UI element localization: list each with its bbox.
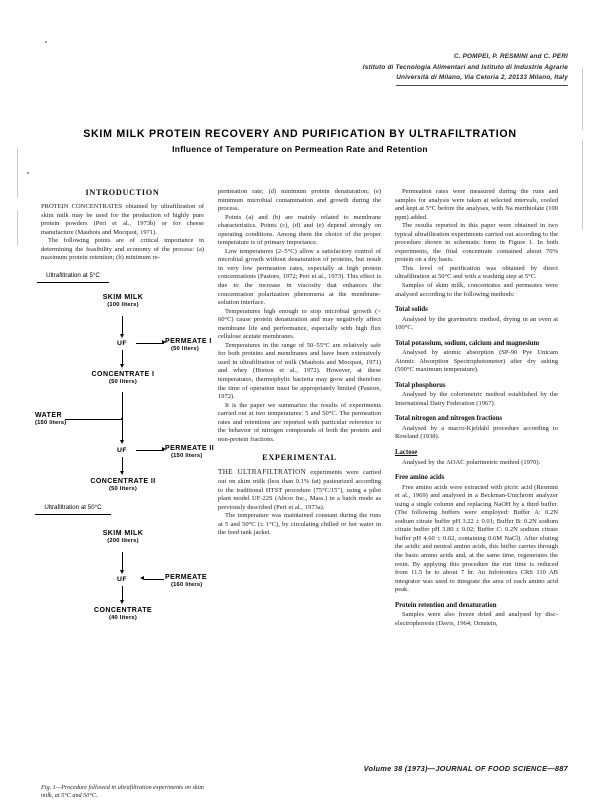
arrowhead-junction-uf2 [120,440,124,444]
col3-paragraph-1: Permeation rates were measured during the runs and samples for analysis were taken at selected intervals, cooled and kept at 5°C before the analyses, with Na merthiolate (100 ppm) added. [395,188,558,221]
node-concentrate-3: CONCENTRATE (40 liters) [93,606,153,622]
col3-paragraph-10: Free amino acids were extracted with picric acid (Resmini et al., 1969) and analysed in a Beckman-Unichrom analyzer using a single column and replacing NaOH by a third buffer. (The following buffers were employed: Buffer A: 0.2N sodium citrate buffer pH 3.22 ± 0.01; Buffer B: 0.2N sodium citrate buffer pH 3.80 ± 0.02; Buffer C: 0.2N sodium citrate buffer pH 4.60 ± 0.02, containing 0.6M NaCl). After eluting the acidic and neutral amino acids, this buffer carries through the basic amino acids and, at the same time, regenerates the resin. By applying this procedure the run time is reduced from 11.5 hr to about 7 hr. An Infotronics CRS 110 AB integrator was used to integrate the area of each amino acid peak. [395,483,558,594]
connector-skimmilk1-uf1 [122,316,123,336]
arrowhead-skimmilk1-uf1 [120,334,124,338]
heading-experimental: EXPERIMENTAL [262,453,337,463]
node-uf-3: UF [117,575,127,583]
intro-paragraph-2: The following points are of critical importance in determining the feasibility and economy of the process: (a) maximum protein retention; (b) minimum re- [41,237,204,262]
experimental-lead-rest: experiments were carried out on skim milk (less than 0.1% fat) pasteurized according to the traditional HTST procedure (75°C/15″), using a pilot plant model UF-22S (Abcor Inc., Mass.) in a batch mode as previously described (Peri et al., 1973a). [218,469,381,511]
arrowhead-uf3-permeate3 [140,576,144,580]
col3-paragraph-6: Analysed by atomic absorption (SP-90 Pye Unicam Atomic Absorption Spectrophotometer) after dry ashing (500°C maximum temperature). [395,349,558,374]
scan-speck-left [27,172,29,174]
col2-paragraph-4: Temperatures high enough to stop microbial growth (> 60°C) cause protein denaturation and may negatively affect membrane life and performance, especially with high flux cellulose acetate membranes. [218,307,381,341]
arrowhead-uf1-concentrate1 [120,364,124,368]
connector-uf3-permeate3 [144,579,164,580]
col3-paragraph-9: Analysed by the AOAC polarimetric method (1970). [402,458,541,466]
address-line: Università di Milano, Via Celoria 2, 20133 Milano, Italy [396,73,568,86]
column-3 [395,188,558,748]
scan-edge-rule-left [17,148,18,198]
page-footer: Volume 38 (1973)—JOURNAL OF FOOD SCIENCE—887 [363,764,568,773]
subheading-total-minerals: Total potassium, sodium, calcium and magnesium [395,339,540,347]
author-line: C. POMPEI, P. RESMINI and C. PERI [453,53,568,60]
connector-uf2-permeate2 [136,450,164,451]
figure-subhead-rule-50c [35,514,111,515]
node-permeate-2: PERMEATE II (150 liters) [165,444,215,460]
col3-paragraph-8: Analysed by a macro-Kjeldahl procedure according to Rowland (1938). [395,424,558,441]
figure-subhead-5c: Ultrafiltration at 5°C [37,272,109,283]
connector-concentrate1-junction [122,392,123,420]
connector-junction-uf2 [122,420,123,442]
col3-paragraph-3: This level of purification was obtained by direct ultrafiltration at 50°C and with a washing step at 5°C. [395,264,558,281]
column-2 [218,188,381,748]
column-1 [35,188,215,800]
experimental-lead-caps: THE ULTRAFILTRATION [218,468,307,477]
connector-skimmilk2-uf3 [122,552,123,572]
connector-uf1-permeate1 [136,343,164,344]
node-concentrate-1: CONCENTRATE I (50 liters) [91,370,155,386]
arrowhead-skimmilk2-uf3 [120,570,124,574]
col2-paragraph-2: Points (a) and (b) are mainly related to membrane characteristics. Points (c), (d) and (e) depend strongly on operating conditions. Among them the choice of the proper temperature is of primary importance. [218,213,381,247]
col3-paragraph-4: Samples of skim milk, concentrates and permeates were analysed according to the following methods: [395,282,558,298]
heading-introduction: INTRODUCTION [85,188,160,197]
node-uf-2: UF [117,446,127,454]
col2-paragraph-3: Low temperatures (2–5°C) allow a satisfactory control of microbial growth without denaturation of proteins, but result in very low permeation rates, especially at high protein concentrations (Pastore, 1972; Peri et al., 1973). This effect is due to the increase in viscosity that enhances the concentration polarization phenomena at the membrane-solution interface. [218,247,381,307]
intro-paragraph-1: PROTEIN CONCENTRATES obtained by ultrafiltration of skim milk may be used for the production of highly pure protein powders (Peri et al., 1973b) or for cheese manufacture (Maubois and Mocquot, 1971). [41,203,204,236]
node-skim-milk-1: SKIM MILK (100 liters) [102,293,144,309]
page-title: SKIM MILK PROTEIN RECOVERY AND PURIFICATION BY ULTRAFILTRATION [83,128,517,140]
col3-paragraph-7: Analysed by the colorimetric method established by the International Dairy Federation (1967). [395,391,558,407]
subheading-total-nitrogen: Total nitrogen and nitrogen fractions [395,415,503,423]
arrowhead-uf2-concentrate2 [120,471,124,475]
subheading-protein-retention: Protein retention and denaturation [395,601,497,609]
figure-subhead-50c: Ultrafiltration at 50°C [35,504,111,515]
title-block [0,128,600,154]
masthead [363,52,568,86]
page-subtitle: Influence of Temperature on Permeation Rate and Retention [172,144,428,154]
scan-edge-rule-left-2 [17,210,18,246]
subheading-total-phosphorus: Total phosphorus [395,381,446,389]
col2-paragraph-7 [218,468,381,512]
node-skim-milk-2: SKIM MILK (200 liters) [102,529,144,545]
col2-paragraph-5: Temperatures in the range of 50–55°C are relatively safe for both proteins and membranes and have been extensively used in ultrafiltration of milk (Maubois and Mocquot, 1971) and whey (Horton et al., 1972). However, at these temperatures, thermophylic bacteria may grow and therefore the time of operation must be appropriately limited (Pastore, 1972). [218,341,381,401]
node-water: WATER (150 liters) [35,411,67,427]
scan-edge-rule-right [582,68,583,130]
node-permeate-3: PERMEATE (160 liters) [165,573,207,589]
col2-paragraph-1: permeation rate; (d) minimum protein denaturation; (e) minimum microbial contamination and growth during the process. [218,188,381,213]
node-uf-1: UF [117,339,127,347]
connector-water-junction [65,419,123,420]
col3-paragraph-11: Samples were also freeze dried and analysed by disc-electrophoresis (Davis, 1964; Ornstein, [395,611,558,627]
arrowhead-uf3-concentrate3 [120,600,124,604]
col3-paragraph-5: Analysed by the gravimetric method, drying in an oven at 100°C. [395,315,558,332]
col3-paragraph-2: The results reported in this paper were obtained in two typical ultrafiltration experiments carried out according to the procedure shown in schematic form in Figure 1. In both experiments, the final concentrate contained about 70% protein on a dry basis. [395,222,558,264]
figure-subhead-rule-5c [37,282,109,283]
col2-paragraph-6: It is the paper we summarize the results of experiments carried out at two temperatures: 5 and 50°C. The permeation rates and retentions are reported with particular reference to the behavior of nitrogen compounds of both the protein and non-protein fractions. [218,401,381,443]
figure-1-flow-diagram [35,271,215,800]
node-permeate-1: PERMEATE I (50 liters) [165,337,212,353]
subheading-free-amino-acids: Free amino acids [395,474,445,482]
subheading-total-solids: Total solids [395,306,428,314]
affiliation-line: Istituto di Tecnologia Alimentari and Istituto di Industrie Agrarie [362,63,568,71]
subheading-lactose: Lactose [395,449,418,457]
scan-speck-top-left [45,41,47,43]
col2-paragraph-8: The temperature was maintained constant during the runs at 5 and 50°C (± 1°C), by circulating chilled or hot water in the feed tank jacket. [218,512,381,537]
node-concentrate-2: CONCENTRATE II (50 liters) [90,477,156,493]
figure-1-caption: Fig. 1—Procedure followed in ultrafiltration experiments on skim milk, at 5°C and 50°C. [41,783,204,800]
